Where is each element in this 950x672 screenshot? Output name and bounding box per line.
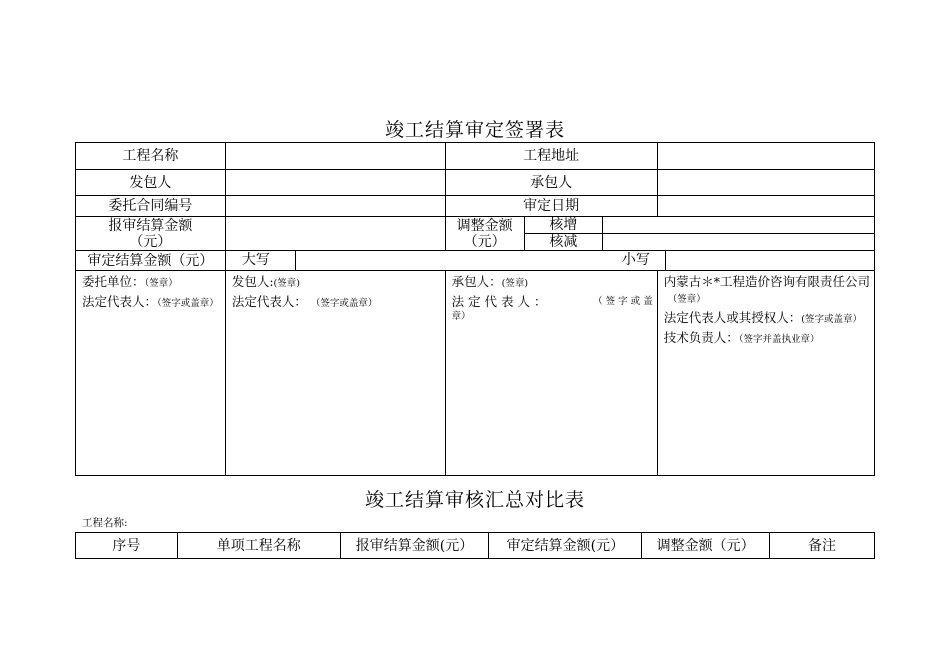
- employer-signature: [225, 271, 445, 476]
- adjust-amount-label-line2: （元）: [463, 233, 506, 250]
- contractor-rep-label: 法 定 代 表 人 ：: [451, 294, 547, 309]
- consultant-rep-note: (签字或盖章）: [801, 314, 862, 325]
- submitted-amount-label-line2: （元）: [129, 233, 172, 250]
- summary-form-title: 竣工结算审核汇总对比表: [364, 489, 585, 511]
- header-adjust-amount: 调整金额（元）: [642, 533, 770, 559]
- contractor-sign-note: (签章): [501, 278, 529, 289]
- submitted-amount-field[interactable]: [225, 217, 445, 251]
- audit-date-field[interactable]: [657, 196, 874, 217]
- sign-off-table: [75, 142, 875, 476]
- entrust-rep-note: （签字或盖章）: [157, 298, 219, 309]
- consultant-company-name: 内蒙古＊*工程造价咨询有限责任公司: [663, 274, 870, 289]
- project-name-field[interactable]: [225, 143, 445, 170]
- header-item-name: 单项工程名称: [177, 533, 340, 559]
- adjust-amount-label-line1: 调整金额: [456, 217, 513, 234]
- contractor-label: 承包人: [445, 170, 657, 196]
- employer-label: 发包人: [76, 170, 226, 196]
- submitted-amount-label-line1: 报审结算金额: [108, 217, 193, 234]
- tech-lead-label: 技术负责人：: [663, 330, 739, 345]
- entrust-rep-label: 法定代表人：: [82, 294, 158, 309]
- header-approved-amount: 审定结算金额(元）: [489, 533, 642, 559]
- summary-project-name-label: 工程名称:: [82, 517, 128, 529]
- contractor-signature: [445, 271, 657, 476]
- adjust-amount-label: [445, 217, 524, 251]
- lowercase-label: 小写: [609, 251, 666, 270]
- lowercase-amount-field[interactable]: [666, 251, 874, 270]
- employer-field[interactable]: [225, 170, 445, 196]
- employer-rep-note: （签字或盖章）: [310, 298, 378, 309]
- decrease-field[interactable]: [603, 234, 875, 251]
- entrust-unit-note: （签章）: [144, 278, 178, 289]
- contractor-rep-note: （ 签 字 或 盖: [593, 296, 653, 307]
- entrusting-party-signature: [76, 271, 226, 476]
- sign-off-form-title: 竣工结算审定签署表: [384, 119, 565, 141]
- consultant-signature: [657, 271, 874, 476]
- contract-number-field[interactable]: [225, 196, 445, 217]
- increase-label: 核增: [524, 217, 602, 234]
- header-index: 序号: [76, 533, 178, 559]
- employer-rep-label: 法定代表人：: [231, 294, 307, 309]
- project-address-label: 工程地址: [445, 143, 657, 170]
- increase-field[interactable]: [603, 217, 875, 234]
- decrease-label: 核减: [524, 234, 602, 251]
- consultant-seal-note: （签章）: [667, 294, 706, 305]
- project-address-field[interactable]: [657, 143, 874, 170]
- summary-table: [75, 532, 875, 559]
- uppercase-label: 大写: [226, 251, 296, 270]
- contractor-field[interactable]: [657, 170, 874, 196]
- contractor-sign-label: 承包人：: [451, 274, 502, 289]
- header-remarks: 备注: [770, 533, 875, 559]
- uppercase-amount-field[interactable]: [296, 251, 609, 270]
- submitted-amount-label: [76, 217, 226, 251]
- contract-number-label: 委托合同编号: [76, 196, 226, 217]
- approved-amount-row: [225, 251, 874, 271]
- employer-sign-note: (签章): [273, 278, 300, 289]
- header-submitted-amount: 报审结算金额(元）: [340, 533, 489, 559]
- employer-sign-label: 发包人:: [231, 274, 274, 289]
- contractor-rep-note-cont: 章）: [451, 311, 471, 322]
- entrust-unit-label: 委托单位：: [82, 274, 145, 289]
- project-name-label: 工程名称: [76, 143, 226, 170]
- tech-lead-note: （签字并盖执业章）: [738, 334, 820, 345]
- audit-date-label: 审定日期: [445, 196, 657, 217]
- approved-amount-label: 审定结算金额（元）: [76, 251, 226, 271]
- consultant-rep-label: 法定代表人或其授权人：: [663, 310, 802, 325]
